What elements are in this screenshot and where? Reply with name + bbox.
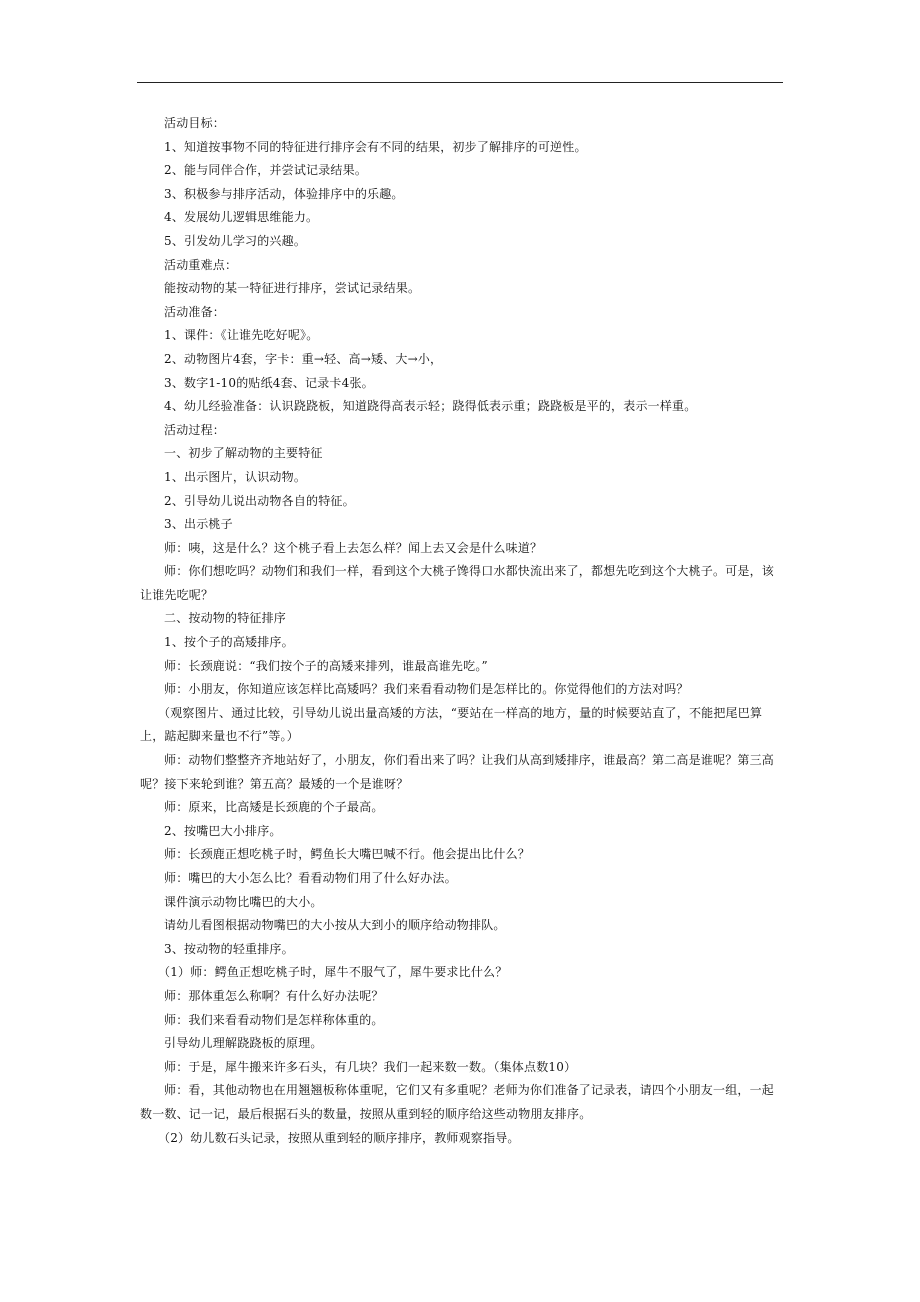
paragraph: 师：我们来看看动物们是怎样称体重的。 — [164, 1012, 384, 1027]
paragraph: 3、数字1-10的贴纸4套、记录卡4张。 — [164, 375, 374, 390]
paragraph: 3、按动物的轻重排序。 — [164, 941, 294, 956]
paragraph: 能按动物的某一特征进行排序，尝试记录结果。 — [164, 281, 421, 296]
header-rule — [137, 82, 783, 83]
paragraph: （1）师：鳄鱼正想吃桃子时，犀牛不服气了，犀牛要求比什么？ — [158, 965, 508, 980]
paragraph: 师：看，其他动物也在用翘翘板称体重呢，它们又有多重呢？老师为你们准备了记录表，请四个小朋友一组，一起数一数、记一记，最后根据石头的数量，按照从重到轻的顺序给这些动物朋友排序。 — [140, 1083, 775, 1121]
paragraph: 活动重难点： — [164, 257, 238, 272]
document-body — [140, 112, 780, 1150]
paragraph: 师：原来，比高矮是长颈鹿的个子最高。 — [164, 800, 384, 815]
paragraph: 师：小朋友，你知道应该怎样比高矮吗？我们来看看动物们是怎样比的。你觉得他们的方法对吗？ — [164, 682, 689, 697]
paragraph: 师：于是，犀牛搬来许多石头，有几块？我们一起来数一数。（集体点数10） — [164, 1059, 577, 1074]
paragraph: （2）幼儿数石头记录，按照从重到轻的顺序排序，教师观察指导。 — [158, 1130, 520, 1145]
paragraph: 1、知道按事物不同的特征进行排序会有不同的结果，初步了解排序的可逆性。 — [164, 139, 587, 154]
paragraph: 一、初步了解动物的主要特征 — [164, 446, 323, 461]
paragraph: 2、能与同伴合作，并尝试记录结果。 — [164, 163, 368, 178]
paragraph: 4、发展幼儿逻辑思维能力。 — [164, 210, 319, 225]
paragraph: 师：长颈鹿正想吃桃子时，鳄鱼长大嘴巴喊不行。他会提出比什么？ — [164, 847, 531, 862]
paragraph: 3、出示桃子 — [164, 517, 233, 532]
paragraph: 2、动物图片4套，字卡：重→轻、高→矮、大→小， — [164, 351, 443, 366]
paragraph: 师：咦，这是什么？这个桃子看上去怎么样？闻上去又会是什么味道？ — [164, 540, 543, 555]
paragraph: 师：那体重怎么称啊？有什么好办法呢？ — [164, 988, 384, 1003]
paragraph: 1、按个子的高矮排序。 — [164, 635, 294, 650]
paragraph: 活动过程： — [164, 422, 226, 437]
paragraph: 1、出示图片，认识动物。 — [164, 469, 307, 484]
paragraph: 二、按动物的特征排序 — [164, 611, 287, 626]
paragraph: 师：嘴巴的大小怎么比？看看动物们用了什么好办法。 — [164, 871, 457, 885]
paragraph: 1、课件：《让谁先吃好呢》。 — [164, 328, 319, 343]
paragraph: 5、引发幼儿学习的兴趣。 — [164, 233, 307, 248]
paragraph: 活动准备： — [164, 304, 226, 319]
paragraph: 师：长颈鹿说：“我们按个子的高矮来排列，谁最高谁先吃。” — [164, 658, 488, 673]
paragraph: （观察图片、通过比较，引导幼儿说出量高矮的方法，“要站在一样高的地方，量的时候要站直了，不能把尾巴算上，踮起脚来量也不行”等。） — [140, 705, 763, 744]
paragraph: 活动目标： — [164, 116, 226, 130]
paragraph: 引导幼儿理解跷跷板的原理。 — [164, 1036, 323, 1051]
paragraph: 师：动物们整整齐齐地站好了，小朋友，你们看出来了吗？让我们从高到矮排序，谁最高？第二高是谁呢？第三高呢？接下来轮到谁？第五高？最矮的一个是谁呀？ — [140, 753, 775, 791]
paragraph: 课件演示动物比嘴巴的大小。 — [164, 894, 323, 909]
paragraph: 2、引导幼儿说出动物各自的特征。 — [164, 493, 355, 508]
paragraph: 4、幼儿经验准备：认识跷跷板，知道跷得高表示轻；跷得低表示重；跷跷板是平的，表示一样重。 — [164, 399, 697, 414]
paragraph: 3、积极参与排序活动，体验排序中的乐趣。 — [164, 186, 404, 201]
paragraph: 师：你们想吃吗？动物们和我们一样，看到这个大桃子馋得口水都快流出来了，都想先吃到这个大桃子。可是，该让谁先吃呢？ — [140, 564, 775, 602]
paragraph: 请幼儿看图根据动物嘴巴的大小按从大到小的顺序给动物排队。 — [164, 918, 506, 933]
paragraph: 2、按嘴巴大小排序。 — [164, 823, 282, 838]
